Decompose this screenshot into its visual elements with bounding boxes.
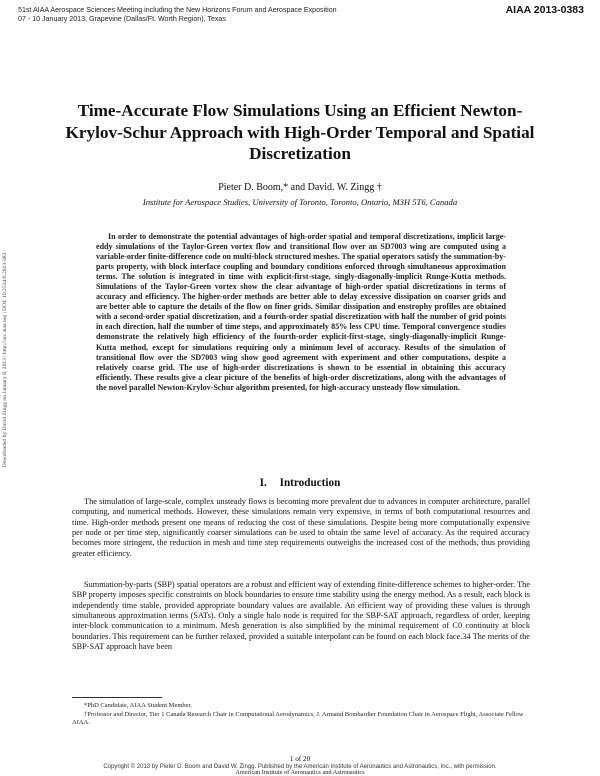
paper-id: AIAA 2013-0383 [505,4,584,16]
footnote-rule [72,697,162,698]
conference-line-2: 07 - 10 January 2013, Grapevine (Dallas/Ft. Worth Region), Texas [18,14,226,23]
paper-title: Time-Accurate Flow Simulations Using an Efficient Newton-Krylov-Schur Approach with High-Order Temporal and Spatial Discretization [65,101,535,163]
conference-line-1: 51st AIAA Aerospace Sciences Meeting including the New Horizons Forum and Aerospace Exposition [18,6,337,14]
intro-paragraph-2: Summation-by-parts (SBP) spatial operators are a robust and efficient way of extending finite-difference schemes to higher-order. The SBP property imposes specific constraints on block boundaries to ensure time stability using the energy method. As a result, each block is independently time stable, provided appropriate boundary values are available. An efficient way of providing these values is through simultaneous approximation terms (SATs). Only a single halo node is required for the SBP-SAT approach, regardless of order, keeping inter-block communication to a minimum. Mesh generation is also simplified by the minimal requirement of C0 continuity at block boundaries. This requirement can be further relaxed, provided a suitable interpolant can be found on each block face.34 The merits of the SBP-SAT approach have been [72,580,530,652]
page-number: 1 of 20 [289,755,311,763]
section-title: Introduction [279,477,341,489]
section-number: I. [259,477,267,489]
paper-affiliation: Institute for Aerospace Studies, University of Toronto, Toronto, Ontario, M3H 5T6, Canada [142,197,458,207]
download-sidebar-text: Downloaded by David Zingg on January 8, 2013 | http://arc.aiaa.org | DOI: 10.2514/6.2013-383 [2,252,8,468]
section-heading [0,477,600,489]
paper-authors: Pieter D. Boom,* and David. W. Zingg † [218,182,382,193]
footnote-2: †Professor and Director, Tier 1 Canada Research Chair in Computational Aerodynamics, J. Armand Bombardier Foundation Chair in Aerospace Flight, Associate Fellow AIAA. [72,711,524,727]
download-sidebar [2,252,12,468]
footnote-1: *PhD Candidate, AIAA Student Member. [84,702,192,709]
abstract: In order to demonstrate the potential advantages of high-order spatial and temporal discretizations, implicit large-eddy simulations of the Taylor-Green vortex flow and transitional flow over an SD7003 wing are computed using a variable-order finite-difference code on multi-block structured meshes. The spatial operators satisfy the summation-by-parts property, with block interface coupling and boundary conditions enforced through simultaneous approximation terms. The solution is integrated in time with explicit-first-stage, singly-diagonally-implicit Runge-Kutta methods. Simulations of the Taylor-Green vortex show the clear advantage of high-order spatial discretizations in terms of accuracy and efficiency. The higher-order methods are better able to delay excessive dissipation on coarser grids and are better able to capture the details of the flow on finer grids. Similar dissipation and enstrophy profiles are obtained with a second-order spatial discretization, and a fourth-order spatial discretization with half the number of grid points in each direction, half the number of time steps, and approximately 85% less CPU time. Temporal convergence studies demonstrate the relatively high efficiency of the fourth-order explicit-first-stage, singly-diagonally-implicit Runge-Kutta method, except for simulations requiring only a minimum level of accuracy. Results of the simulation of transitional flow over the SD7003 wing show good agreement with experiment and other computations, despite a relatively coarse grid. The use of high-order discretizations is shown to be essential in obtaining this accuracy efficiently. These results give a clear picture of the benefits of high-order discretizations, along with the advantages of the novel parallel Newton-Krylov-Schur algorithm presented, for high-accuracy unsteady flow simulation. [96,232,506,392]
conference-header [18,6,458,23]
intro-paragraph-1: The simulation of large-scale, complex unsteady flows is becoming more prevalent due to advances in computer architecture, parallel computing, and numerical methods. However, these simulations remain very expensive, in terms of both computational resources and time. High-order methods present one means of reducing the cost of these simulations. Despite being more computationally expensive per node or per time step, significantly coarser simulations can be used to obtain the same level of accuracy. As the required accuracy becomes more stringent, the reduction in mesh and time step requirements outweighs the increased cost of the methods, thus providing greater efficiency. [72,497,530,558]
copyright-notice: Copyright © 2013 by Pieter D. Boom and David W. Zingg. Published by the American Institute of Aeronautics and Astronautics, Inc., with permission. [103,764,497,770]
institute-footer: American Institute of Aeronautics and Astronautics [235,769,365,776]
